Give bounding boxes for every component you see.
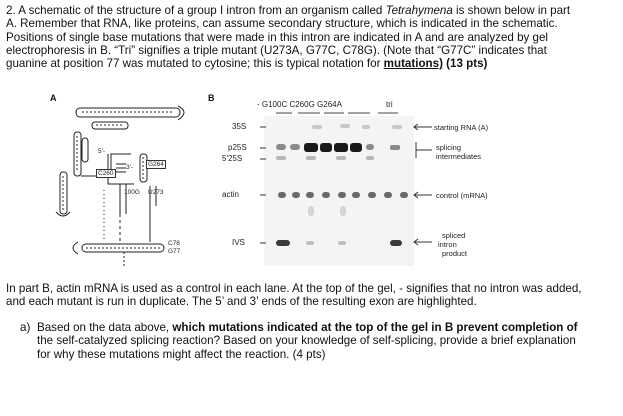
- band-c260g-1: [334, 143, 348, 152]
- intro-line-5: guanine at position 77 was mutated to cytosine; this is typical notation for mutations) (13 pts): [6, 57, 488, 71]
- label-g77: G77: [168, 248, 181, 255]
- figure-a-schematic: [46, 94, 196, 269]
- label-100g: 100G: [124, 189, 140, 196]
- part-b-line-2: and each mutant is run in duplicate. The 5’ and 3’ ends of the resulting exon are highlighted.: [6, 295, 477, 309]
- label-u273: U273: [148, 189, 164, 196]
- panel-a-letter: A: [50, 93, 57, 103]
- label-control-mrna: control (mRNA): [436, 191, 488, 200]
- intro-line-2: A. Remember that RNA, like proteins, can assume secondary structure, which is indicated in the schematic.: [6, 17, 558, 31]
- label-3prime: 3'-: [126, 164, 134, 171]
- question-a-line-1: Based on the data above, which mutations indicated at the top of the gel in B prevent completion of: [37, 321, 578, 334]
- band-ivs-tri: [390, 240, 402, 246]
- label-splicing-intermediates: splicing intermediates: [436, 143, 482, 161]
- mutations-link[interactable]: mutations): [383, 57, 443, 71]
- question-a-label: a): [20, 321, 31, 334]
- label-g264: G264: [148, 161, 164, 168]
- panel-b-letter: B: [208, 93, 215, 103]
- question-a: [20, 321, 616, 361]
- label-c78: C78: [168, 240, 180, 247]
- band-ivs-wt: [276, 240, 290, 246]
- intro-line-1: 2. A schematic of the structure of a group I intron from an organism called Tetrahymena is shown below in part: [6, 4, 571, 17]
- band-g100c-1: [304, 143, 318, 152]
- loop-top: [178, 106, 184, 120]
- label-spliced-intron: spliced intron product: [438, 231, 468, 258]
- question-a-line-2: the self-catalyzed splicing reaction? Based on your knowledge of self-splicing, provide a brief explanation: [37, 334, 576, 348]
- lane-header: - G100C C260G G264A: [257, 100, 342, 109]
- label-525s: 5'25S: [222, 154, 243, 163]
- gel-image: [202, 94, 432, 274]
- label-c260: C260: [98, 170, 114, 177]
- label-ivs: IVS: [232, 238, 245, 247]
- question-intro: [6, 4, 616, 70]
- organism-name: Tetrahymena: [385, 4, 453, 17]
- label-35s: 35S: [232, 122, 247, 131]
- intro-line-4: electrophoresis in B. “Tri” signifies a triple mutant (U273A, G77C, C78G). (Note that “G77C” indicates that: [6, 43, 547, 57]
- band-c260g-2: [350, 143, 362, 152]
- label-p25s: p25S: [228, 143, 247, 152]
- figure-b-gel: [202, 94, 622, 274]
- label-5prime: 5'-: [98, 148, 106, 155]
- band-g100c-2: [320, 143, 332, 152]
- part-b-text: [6, 282, 616, 309]
- intro-line-3: Positions of single base mutations that were made in this intron are indicated in A and are analyzed by gel: [6, 30, 549, 44]
- label-actin: actin: [222, 190, 239, 199]
- lane-header-tri: tri: [386, 100, 393, 109]
- question-a-line-3: for why these mutations might affect the reaction. (4 pts): [37, 347, 326, 361]
- points-label: (13 pts): [446, 57, 488, 71]
- label-starting-rna: starting RNA (A): [434, 123, 489, 132]
- part-b-line-1: In part B, actin mRNA is used as a control in each lane. At the top of the gel, - signifies that no intron was added,: [6, 282, 582, 295]
